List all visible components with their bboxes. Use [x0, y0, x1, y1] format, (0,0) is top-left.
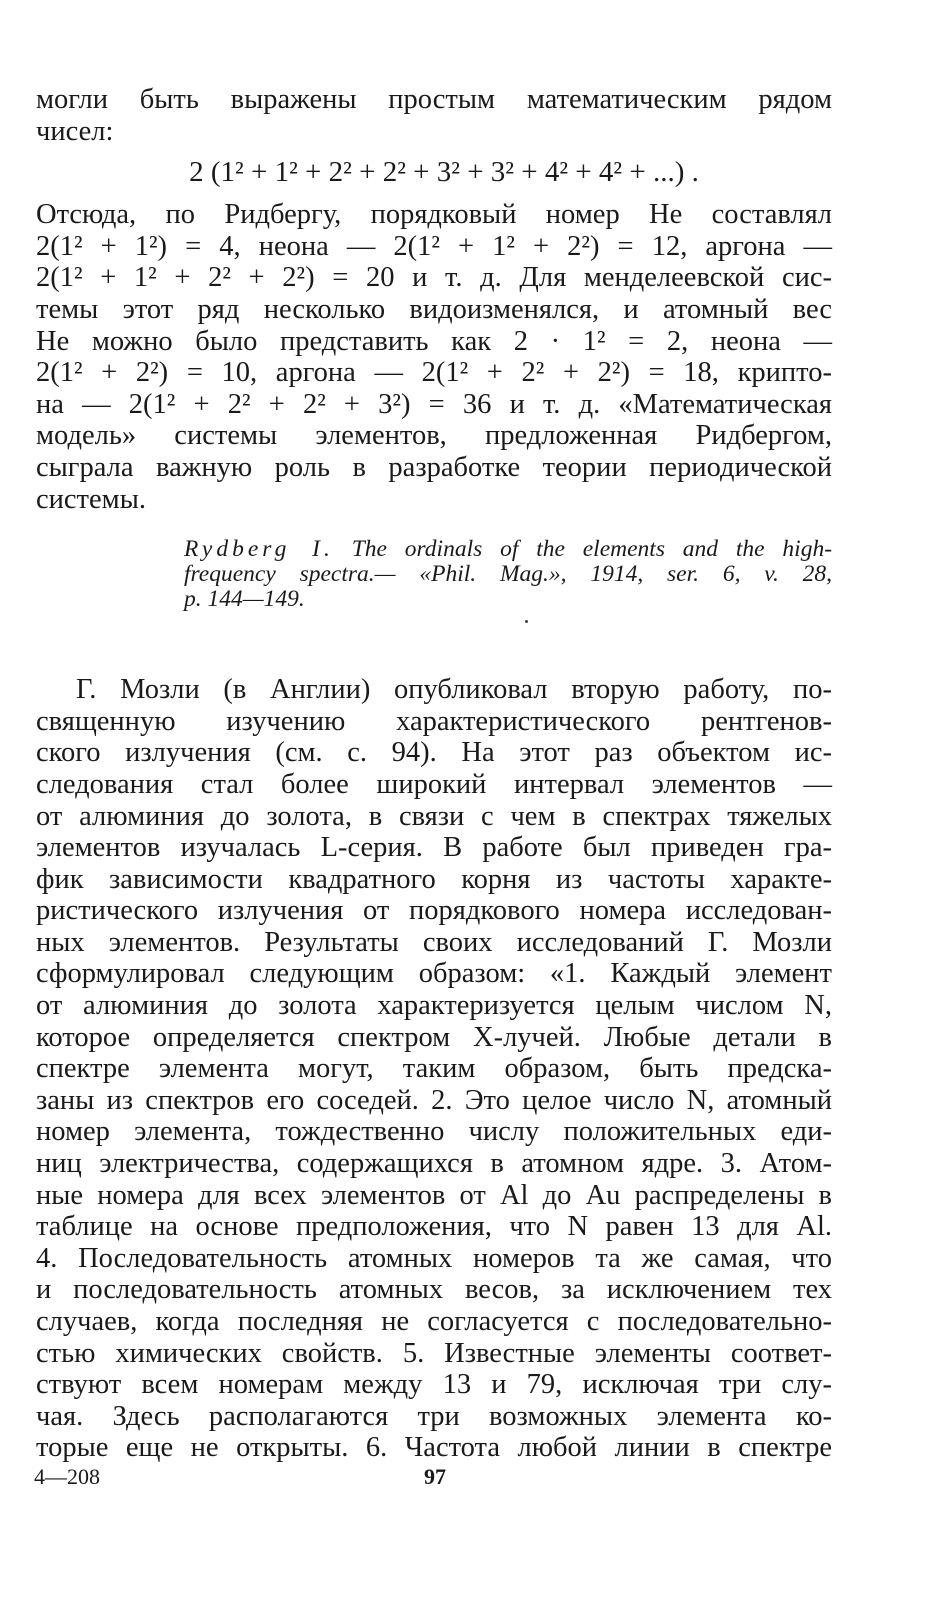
text-line: священную изучению характеристического рентгенов- — [36, 705, 832, 737]
formula-series: 2 (1² + 1² + 2² + 2² + 3² + 3² + 4² + 4² + ...) . — [189, 156, 699, 189]
text-line: модель» системы элементов, предложенная Ридбергом, — [36, 420, 832, 452]
text-line: следования стал более широкий интервал элементов — — [36, 768, 832, 800]
text-line: от алюминия до золота характеризуется целым числом N, — [36, 990, 832, 1022]
text-line: заны из спектров его соседей. 2. Это целое число N, атомный — [36, 1084, 832, 1116]
signature-mark: 4—208 — [34, 1464, 100, 1489]
paragraph-top — [36, 84, 832, 147]
text-line: стью химических свойств. 5. Известные элементы соответ- — [36, 1337, 832, 1369]
text-line: спектре элемента могут, таким образом, быть предска- — [36, 1053, 832, 1085]
page-number: 97 — [424, 1464, 446, 1489]
text-line: сыграла важную роль в разработке теории периодической — [36, 451, 832, 483]
text-line: номер элемента, тождественно числу положительных еди- — [36, 1116, 832, 1148]
text-line: элементов изучалась L-серия. В работе был приведен гра- — [36, 832, 832, 864]
reference-author: Rydberg I. — [184, 536, 334, 563]
text-line: от алюминия до золота, в связи с чем в спектрах тяжелых — [36, 800, 832, 832]
text-line: и последовательность атомных весов, за исключением тех — [36, 1274, 832, 1306]
text-line: ниц электричества, содержащихся в атомном ядре. 3. Атом- — [36, 1148, 832, 1180]
text-line: ского излучения (см. с. 94). На этот раз объектом ис- — [36, 737, 832, 769]
page-content — [36, 84, 832, 1464]
text-line: 2(1² + 2²) = 10, аргона — 2(1² + 2² + 2²) = 18, крипто- — [36, 357, 832, 389]
text-line: таблице на основе предположения, что N равен 13 для Al. — [36, 1211, 832, 1243]
text-line: ные номера для всех элементов от Al до Au распределены в — [36, 1179, 832, 1211]
text-line: которое определяется спектром X-лучей. Любые детали в — [36, 1021, 832, 1053]
text-line: ных элементов. Результаты своих исследований Г. Мозли — [36, 926, 832, 958]
reference-line: p. 144—149. — [184, 586, 305, 613]
text-line: чая. Здесь располагаются три возможных элемента ко- — [36, 1400, 832, 1432]
bibliographic-reference — [184, 537, 832, 612]
text-line: Г. Мозли (в Англии) опубликовал вторую работу, по- — [76, 674, 832, 706]
reference-title: The ordinals of the elements and the high- — [351, 536, 833, 563]
text-line: Отсюда, по Ридбергу, порядковый номер Не составлял — [36, 199, 832, 231]
text-line: 2(1² + 1² + 2² + 2²) = 20 и т. д. Для менделеевской сис- — [36, 262, 832, 294]
text-line: торые еще не открыты. 6. Частота любой линии в спектре — [36, 1432, 832, 1464]
text-line: случаев, когда последняя не согласуется с последовательно- — [36, 1306, 832, 1337]
text-line: 2(1² + 1²) = 4, неона — 2(1² + 1² + 2²) = 12, аргона — — [36, 230, 832, 262]
reference-line — [184, 537, 832, 562]
text-line: темы этот ряд несколько видоизменялся, и атомный вес — [36, 293, 832, 325]
reference-line: frequency spectra.— «Phil. Mag.», 1914, ser. 6, v. 28, — [184, 561, 832, 588]
paragraph-moseley — [36, 674, 832, 1464]
print-speck — [525, 620, 528, 623]
text-line: системы. — [36, 483, 146, 515]
text-line: чисел: — [36, 115, 114, 147]
text-line: сформулировал следующим образом: «1. Каждый элемент — [36, 958, 832, 990]
text-line: могли быть выражены простым математическим рядом — [36, 84, 832, 115]
text-line: ствуют всем номерам между 13 и 79, исключая три слу- — [36, 1369, 832, 1401]
text-line: ристического излучения от порядкового номера исследован- — [36, 895, 832, 927]
text-line: на — 2(1² + 2² + 2² + 3²) = 36 и т. д. «Математическая — [36, 388, 832, 420]
text-line: 4. Последовательность атомных номеров та же самая, что — [36, 1242, 832, 1274]
text-line: Не можно было представить как 2 · 1² = 2, неона — — [36, 325, 832, 357]
paragraph-rydberg — [36, 199, 832, 515]
text-line: фик зависимости квадратного корня из частоты характе- — [36, 863, 832, 895]
